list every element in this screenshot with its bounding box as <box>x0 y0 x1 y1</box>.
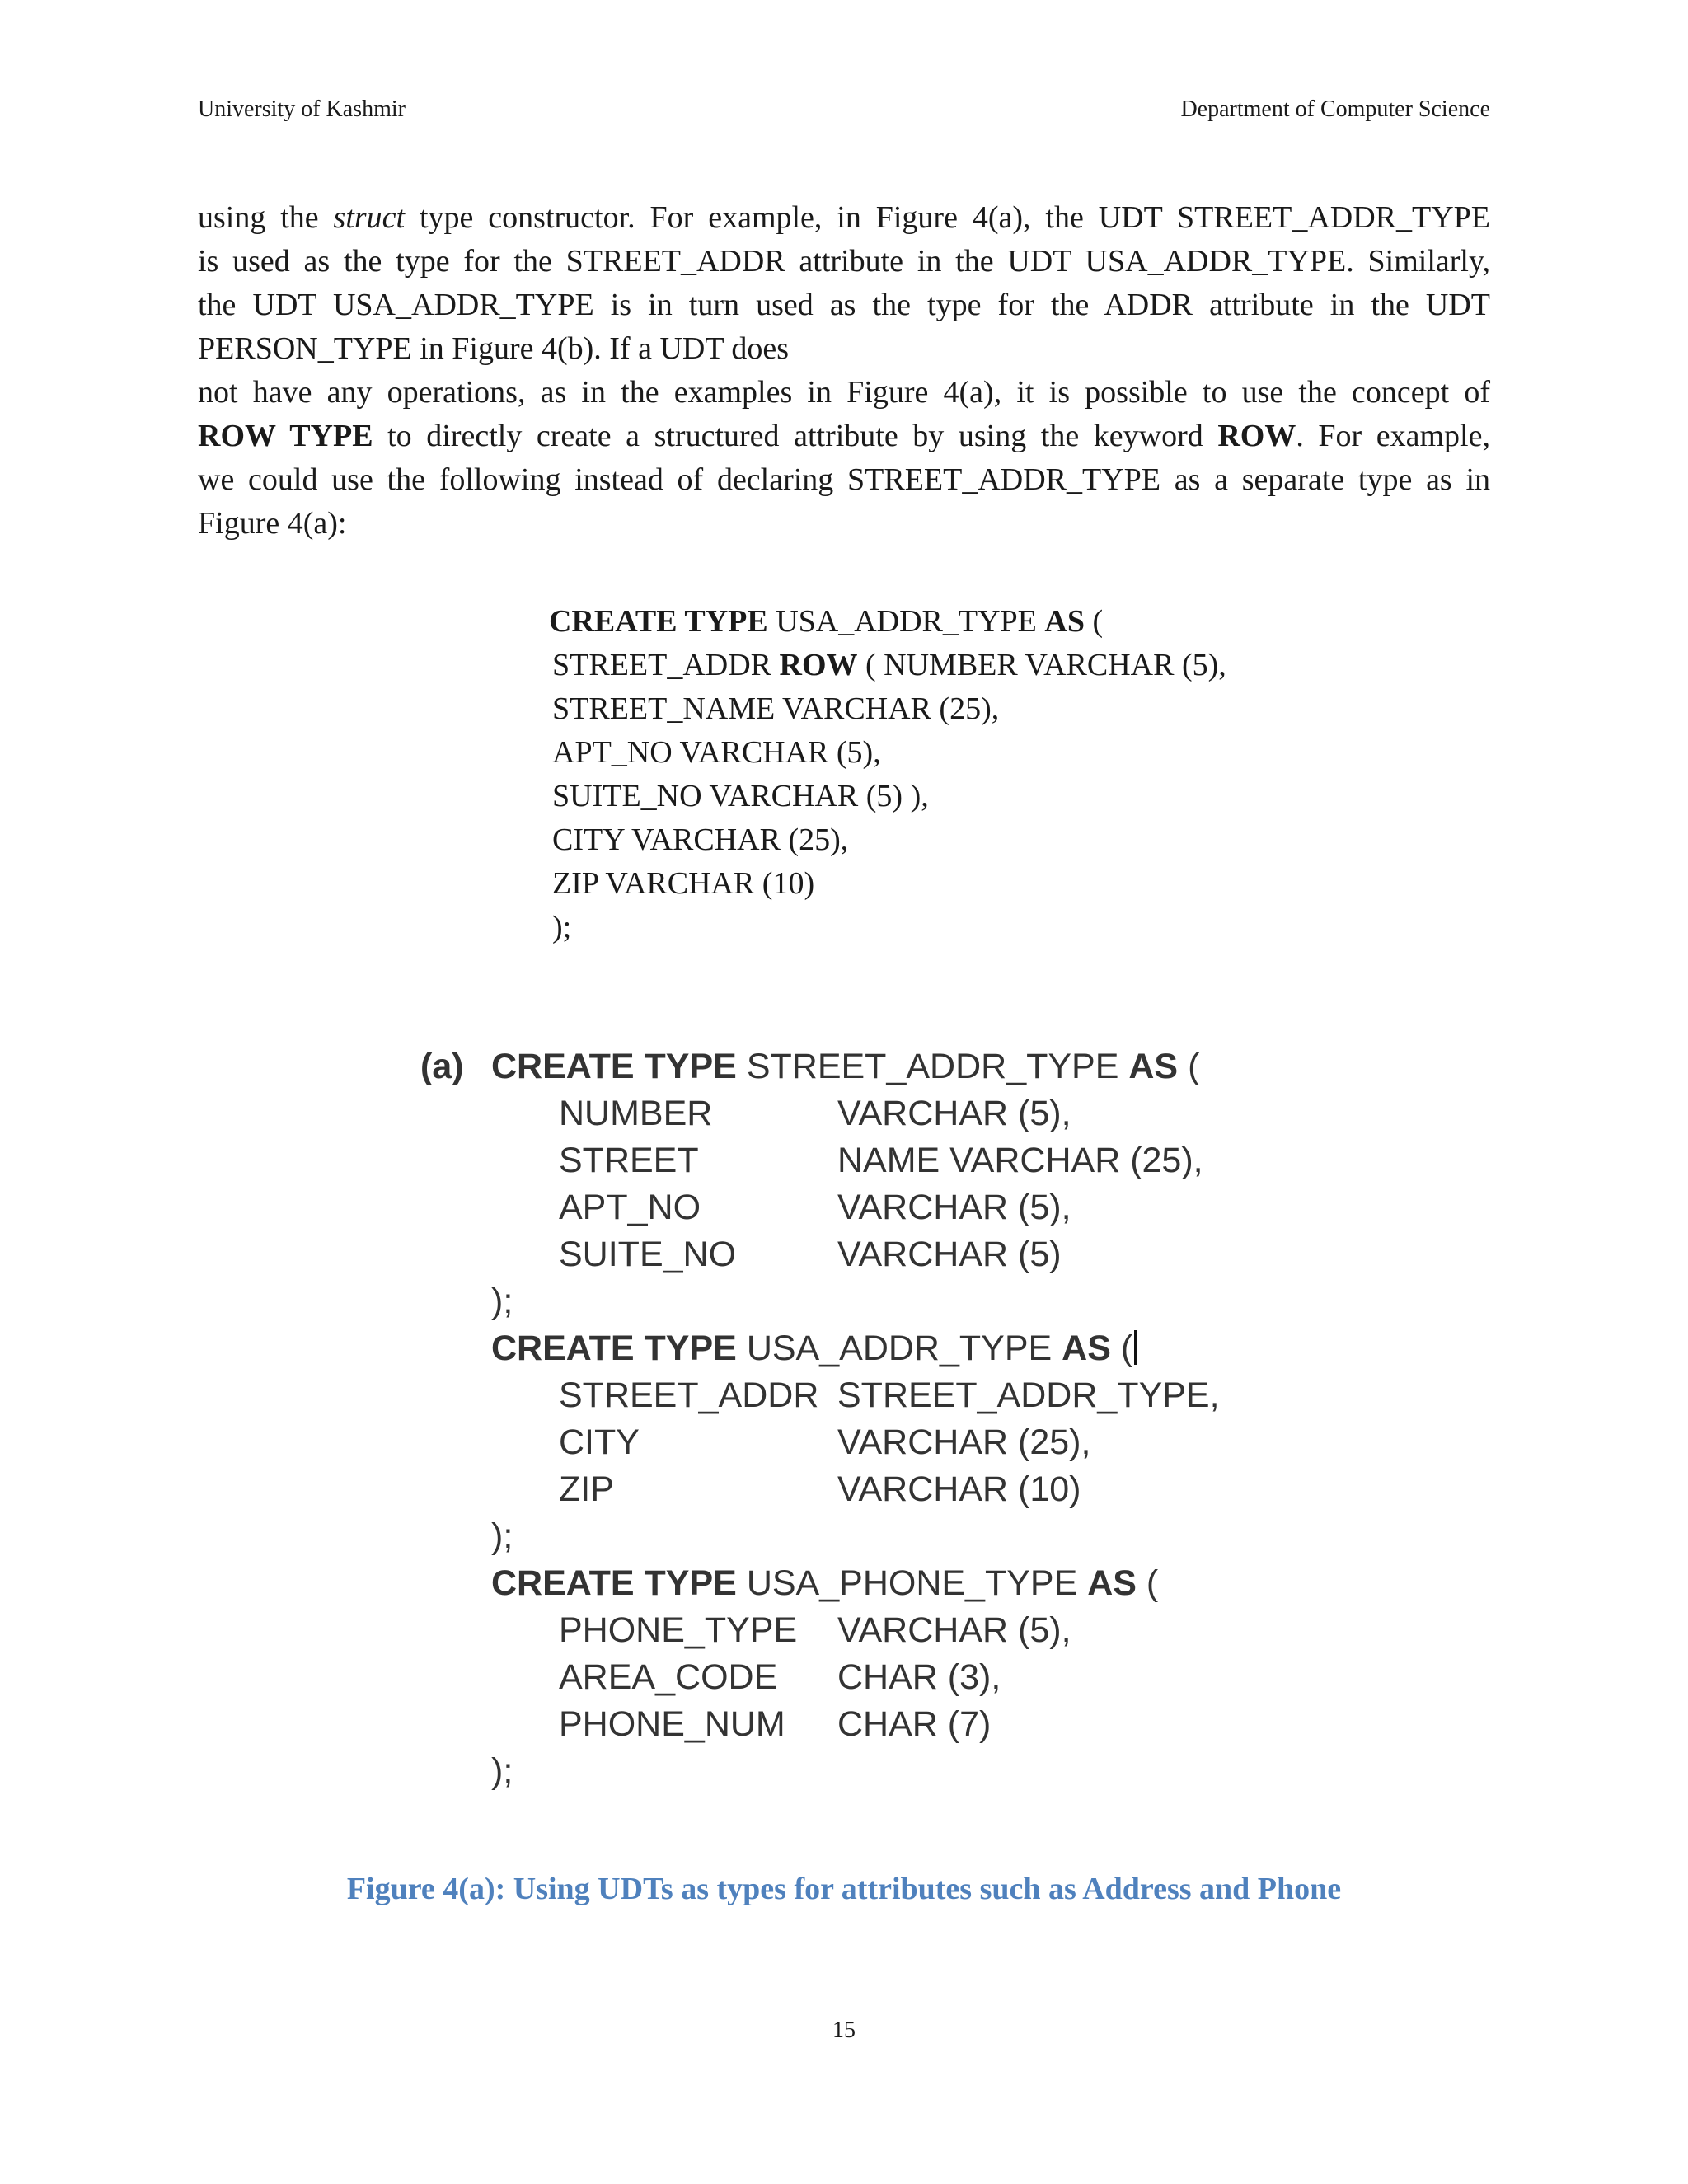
code-line-4: APT_NO VARCHAR (5), <box>552 735 881 770</box>
code-line-2: STREET_ADDR ROW ( NUMBER VARCHAR (5), <box>552 648 1226 682</box>
paragraph-line-1: using the struct type constructor. For example, in Figure 4(a), the UDT STREET_ADDR_TYPE <box>198 200 1490 235</box>
code-line-3: STREET_NAME VARCHAR (25), <box>552 691 1000 726</box>
code-line-6: CITY VARCHAR (25), <box>552 823 849 857</box>
body-paragraph <box>198 196 1490 546</box>
paragraph-line-5: not have any operations, as in the examples in Figure 4(a), it is possible to use the concept of <box>198 375 1490 410</box>
page-number: 15 <box>832 2018 856 2043</box>
paragraph-line-7: we could use the following instead of declaring STREET_ADDR_TYPE as a separate type as in <box>198 462 1490 497</box>
figure-label: (a) <box>420 1047 464 1086</box>
code-line-8: ); <box>552 910 572 944</box>
code-line-7: ZIP VARCHAR (10) <box>552 866 815 901</box>
paragraph-line-2: is used as the type for the STREET_ADDR attribute in the UDT USA_ADDR_TYPE. Similarly, <box>198 244 1490 279</box>
header-university: University of Kashmir <box>198 96 406 122</box>
text-cursor-icon <box>1134 1330 1137 1365</box>
code-line-1: CREATE TYPE USA_ADDR_TYPE AS ( <box>549 604 1104 639</box>
code-line-5: SUITE_NO VARCHAR (5) ), <box>552 779 929 813</box>
paragraph-line-6: ROW TYPE to directly create a structured attribute by using the keyword ROW. For example, <box>198 419 1490 453</box>
paragraph-line-4: PERSON_TYPE in Figure 4(b). If a UDT does <box>198 331 790 366</box>
figure-caption: Figure 4(a): Using UDTs as types for attributes such as Address and Phone <box>346 1872 1342 1906</box>
row-type-code-example <box>549 600 1226 949</box>
paragraph-line-8: Figure 4(a): <box>198 506 347 541</box>
paragraph-line-3: the UDT USA_ADDR_TYPE is in turn used as the type for the ADDR attribute in the UDT <box>198 288 1490 322</box>
header-department: Department of Computer Science <box>1180 96 1490 122</box>
